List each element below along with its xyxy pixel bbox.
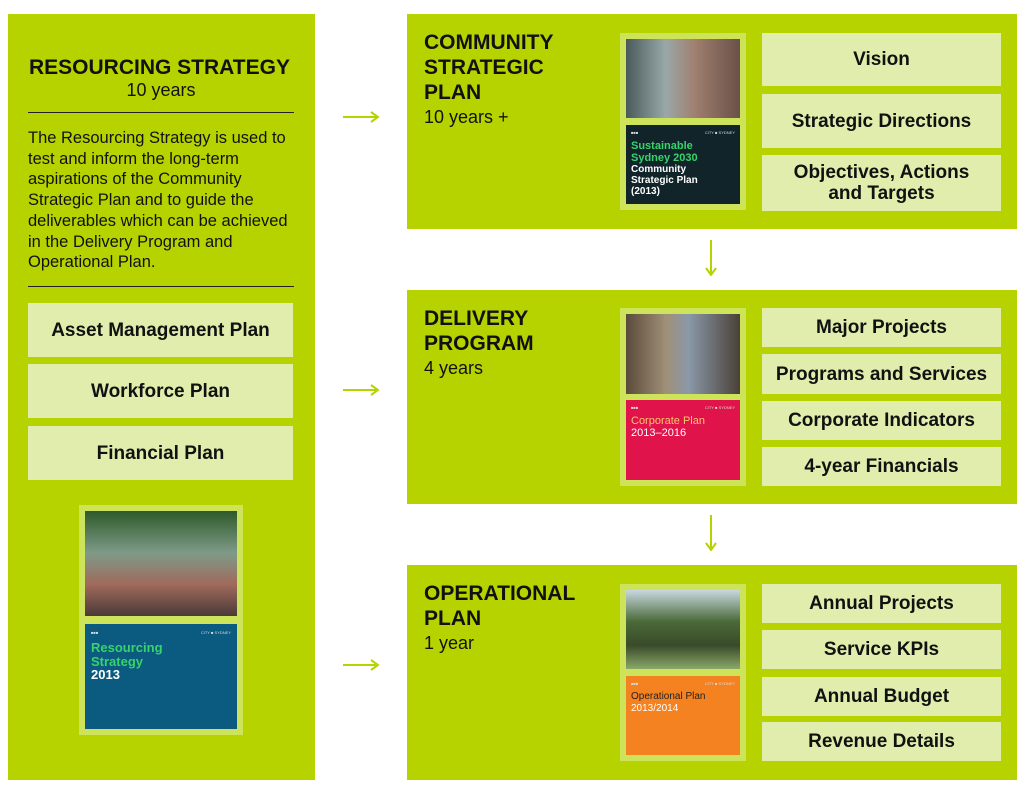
community-strategic-plan-panel	[407, 14, 1017, 229]
plan-financial: Financial Plan	[28, 426, 293, 480]
arrow-right-icon	[343, 658, 379, 672]
arrow-down-icon	[704, 515, 718, 551]
resourcing-strategy-panel	[8, 14, 315, 780]
cover-subtitle: 2013–2016	[631, 427, 687, 440]
item-programs-services: Programs and Services	[762, 354, 1001, 394]
plan-asset-management: Asset Management Plan	[28, 303, 293, 357]
cover-title: Sustainable Sydney 2030	[631, 139, 698, 164]
resourcing-period: 10 years	[126, 80, 196, 100]
item-strategic-directions: Strategic Directions	[762, 94, 1001, 148]
operational-period: 1 year	[424, 633, 475, 653]
item-vision: Vision	[762, 33, 1001, 86]
item-major-projects: Major Projects	[762, 308, 1001, 347]
resourcing-title: RESOURCING STRATEGY	[29, 56, 290, 79]
community-title: COMMUNITY STRATEGIC PLAN 10 years +	[424, 30, 554, 130]
divider	[28, 286, 294, 287]
item-annual-budget: Annual Budget	[762, 677, 1001, 716]
cover-subtitle: 2013/2014	[631, 702, 679, 714]
item-service-kpis: Service KPIs	[762, 630, 1001, 669]
resourcing-strategy-cover: ■■■ CITY ■ SYDNEY Resourcing Strategy 2013	[79, 505, 243, 735]
cover-year: 2013	[91, 667, 120, 683]
arrow-right-icon	[343, 383, 379, 397]
item-4-year-financials: 4-year Financials	[762, 447, 1001, 486]
resourcing-description: The Resourcing Strategy is used to test and inform the long-term aspirations of the Community Strategic Plan and to guide the deliverables which can be achieved in the Delivery Program and Operational Plan.	[28, 129, 288, 272]
item-revenue-details: Revenue Details	[762, 722, 1001, 761]
plan-workforce: Workforce Plan	[28, 364, 293, 418]
delivery-period: 4 years	[424, 358, 484, 378]
community-plan-cover: ■■■ CITY ■ SYDNEY Sustainable Sydney 2030 Community Strategic Plan (2013)	[620, 33, 746, 210]
operational-plan-cover: ■■■ CITY ■ SYDNEY Operational Plan 2013/2014	[620, 584, 746, 761]
cover-title: Operational Plan	[631, 690, 706, 702]
community-period: 10 years +	[424, 107, 509, 127]
item-objectives: Objectives, Actions and Targets	[762, 155, 1001, 211]
cover-title: Corporate Plan	[631, 415, 705, 428]
operational-plan-panel	[407, 565, 1017, 780]
cover-subtitle: Community Strategic Plan (2013)	[631, 163, 698, 197]
item-annual-projects: Annual Projects	[762, 584, 1001, 623]
delivery-program-panel	[407, 290, 1017, 504]
arrow-right-icon	[343, 110, 379, 124]
arrow-down-icon	[704, 240, 718, 276]
delivery-title: DELIVERY PROGRAM 4 years	[424, 306, 534, 381]
delivery-plan-cover: ■■■ CITY ■ SYDNEY Corporate Plan 2013–2016	[620, 308, 746, 486]
operational-title: OPERATIONAL PLAN 1 year	[424, 581, 575, 656]
divider	[28, 112, 294, 113]
cover-title: Resourcing Strategy	[91, 640, 163, 670]
item-corporate-indicators: Corporate Indicators	[762, 401, 1001, 440]
